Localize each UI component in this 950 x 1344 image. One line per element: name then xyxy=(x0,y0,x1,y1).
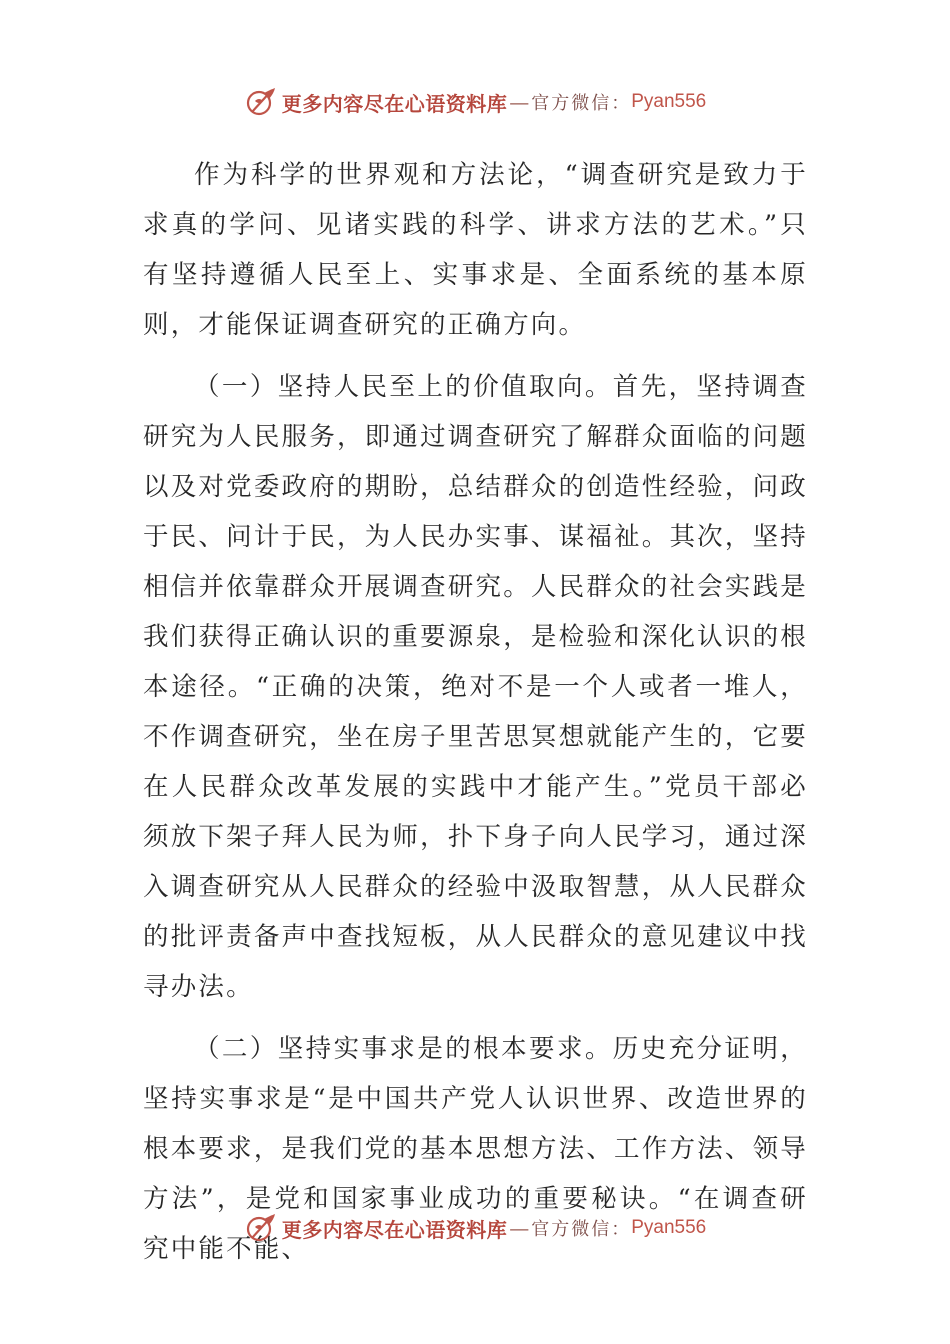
footer-watermark xyxy=(0,1208,950,1248)
header-wechat-label: 官方微信： xyxy=(531,93,632,114)
paragraph-3: （二）坚持实事求是的根本要求。历史充分证明，坚持实事求是“是中国共产党人认识世界、改造世界的根本要求，是我们党的基本思想方法、工作方法、领导方法”，是党和国家事业成功的重要秘诀。“在调查研究中能不能、 xyxy=(143,1034,808,1264)
header-brand: 更多内容尽在心语资料库 xyxy=(281,91,508,116)
quill-logo-icon xyxy=(244,85,278,119)
footer-wechat-label: 官方微信： xyxy=(531,1219,632,1240)
document-body xyxy=(143,150,808,1286)
header-wechat-id: Pyan556 xyxy=(631,91,707,112)
quill-logo-icon xyxy=(244,1211,278,1245)
footer-wechat-id: Pyan556 xyxy=(631,1217,707,1238)
header-dash: — xyxy=(509,90,530,114)
footer-dash: — xyxy=(509,1216,530,1240)
header-watermark xyxy=(0,82,950,122)
paragraph-2: （一）坚持人民至上的价值取向。首先，坚持调查研究为人民服务，即通过调查研究了解群众面临的问题以及对党委政府的期盼，总结群众的创造性经验，问政于民、问计于民，为人民办实事、谋福祉。其次，坚持相信并依靠群众开展调查研究。人民群众的社会实践是我们获得正确认识的重要源泉，是检验和深化认识的根本途径。“正确的决策，绝对不是一个人或者一堆人，不作调查研究，坐在房子里苦思冥想就能产生的，它要在人民群众改革发展的实践中才能产生。”党员干部必须放下架子拜人民为师，扑下身子向人民学习，通过深入调查研究从人民群众的经验中汲取智慧，从人民群众的批评责备声中查找短板，从人民群众的意见建议中找寻办法。 xyxy=(143,372,808,1002)
footer-brand: 更多内容尽在心语资料库 xyxy=(281,1217,508,1242)
paragraph-1: 作为科学的世界观和方法论，“调查研究是致力于求真的学问、见诸实践的科学、讲求方法的艺术。”只有坚持遵循人民至上、实事求是、全面系统的基本原则，才能保证调查研究的正确方向。 xyxy=(143,160,808,340)
